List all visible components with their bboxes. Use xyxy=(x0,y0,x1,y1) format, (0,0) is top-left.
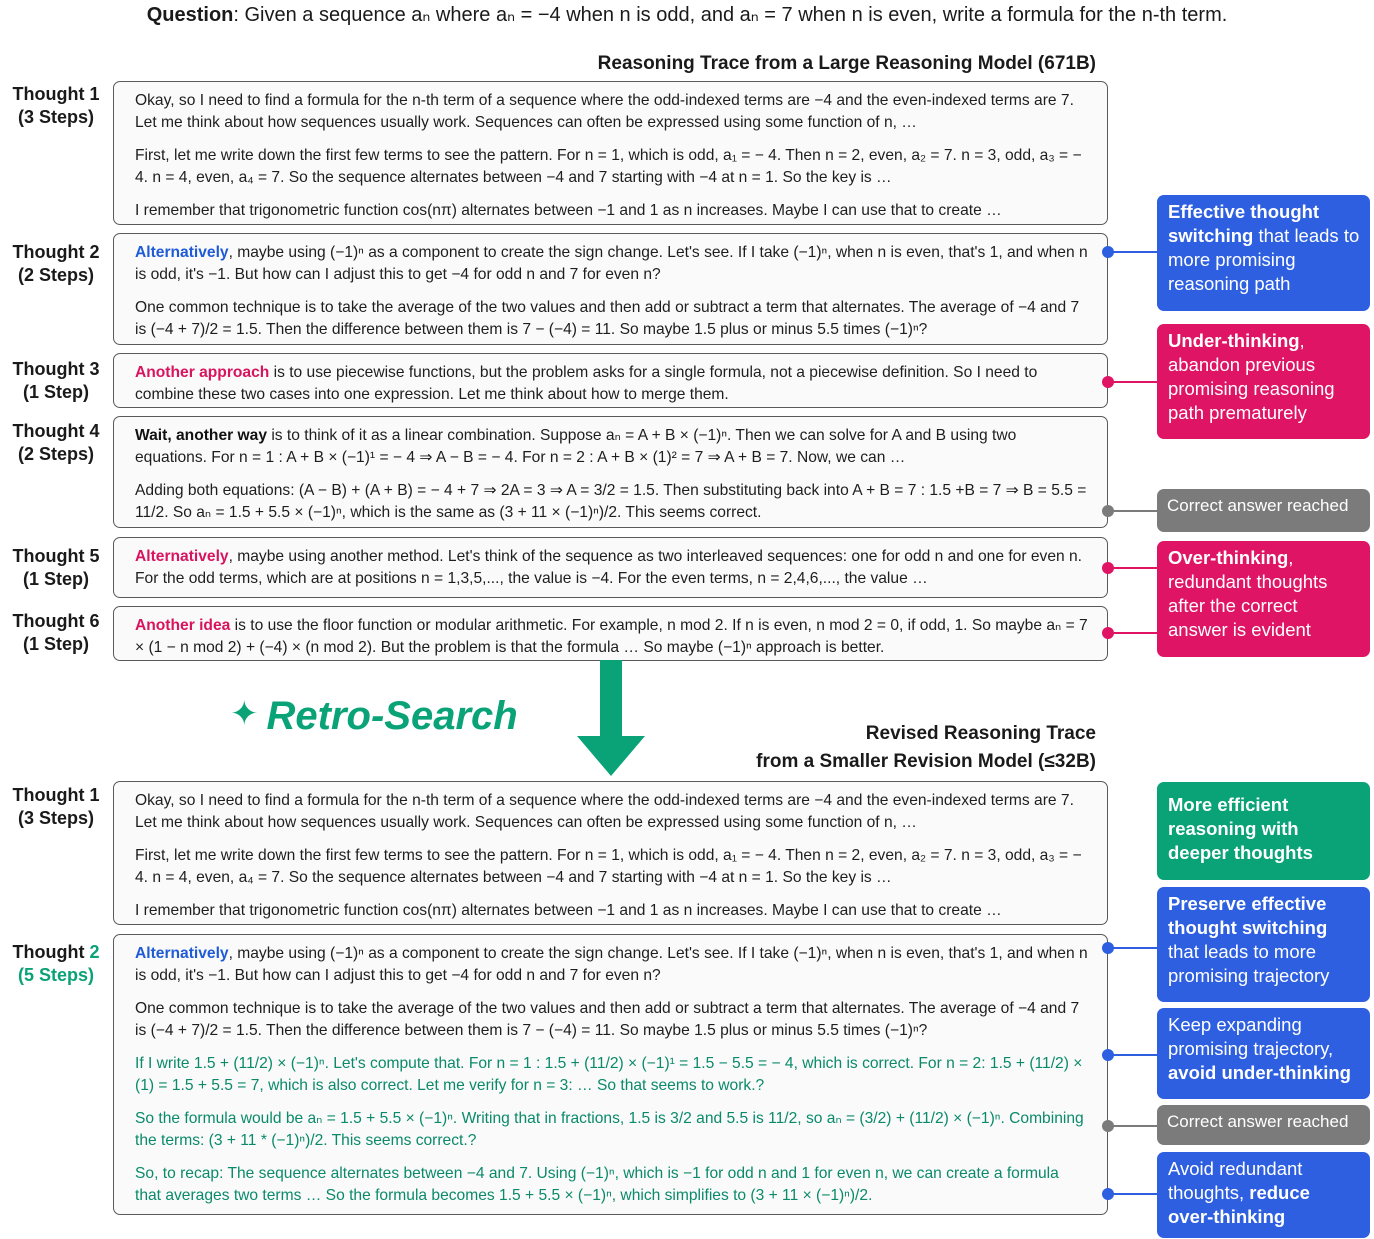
top-thought-1-label: Thought 1 (3 Steps) xyxy=(12,84,100,127)
callout-correct-answer-top: Correct answer reached xyxy=(1157,489,1370,532)
paragraph: So the formula would be aₙ = 1.5 + 5.5 × (−1)ⁿ. Writing that in fractions, 1.5 is 3/2 and 5.5 is 11/2, so aₙ = (3/2) + (11/2) × (−1)ⁿ. Combining the terms: (3 + 11 * (−1)ⁿ)/2. This seems correct.? xyxy=(135,1110,1084,1149)
retro-search-label: ✦ Retro-Search xyxy=(230,694,518,738)
question-label: Question xyxy=(146,4,234,26)
callout-correct-answer-bottom: Correct answer reached xyxy=(1157,1105,1370,1145)
connector-line xyxy=(1108,632,1157,634)
callout-preserve-switching: Preserve effective thought switching that leads to more promising trajectory xyxy=(1157,887,1370,1002)
paragraph: Okay, so I need to find a formula for the n-th term of a sequence where the odd-indexed terms are −4 and the even-indexed terms are 7. Let me think about how sequences usually work. Sequences can often be expressed using some function of n, … xyxy=(135,792,1074,831)
top-thought-5-box xyxy=(113,537,1108,598)
sparkle-icon: ✦ xyxy=(230,695,259,733)
top-thought-4-box xyxy=(113,416,1108,528)
paragraph: First, let me write down the first few terms to see the pattern. For n = 1, which is odd, a₁ = − 4. Then n = 2, even, a₂ = 7. n = 3, odd, a₃ = − 4. n = 4, even, a₄ = 7. So the sequence alternates between −4 and 7 starting with −4 at n = 1. So the key is … xyxy=(135,147,1082,186)
keyword-another-approach: Another approach xyxy=(135,364,270,381)
paragraph: Another idea is to use the floor function or modular arithmetic. For example, n mod 2. If n is even, n mod 2 = 0, if odd, 1. So maybe aₙ = 7 × (1 − n mod 2) + (−4) × (n mod 2). But the problem is that the formula … So maybe (−1)ⁿ approach is better. xyxy=(135,617,1088,656)
top-thought-2-box xyxy=(113,233,1108,345)
paragraph: If I write 1.5 + (11/2) × (−1)ⁿ. Let's compute that. For n = 1 : 1.5 + (11/2) × (−1)¹ = 1.5 − 5.5 = − 4, which is correct. For n = 2: 1.5 + (11/2) × (1) = 1.5 + 5.5 = 7, which is also correct. Let me verify for n = 3: … So that seems to work.? xyxy=(135,1055,1083,1094)
paragraph: I remember that trigonometric function cos(nπ) alternates between −1 and 1 as n increases. Maybe I can use that to create … xyxy=(135,902,1002,919)
callout-under-thinking: Under-thinking, abandon previous promising reasoning path prematurely xyxy=(1157,324,1370,439)
connector-line xyxy=(1108,251,1157,253)
callout-more-efficient: More efficient reasoning with deeper thoughts xyxy=(1157,782,1370,880)
connector-line xyxy=(1108,510,1157,512)
down-arrow-icon xyxy=(575,660,647,778)
callout-keep-expanding: Keep expanding promising trajectory, avoid under-thinking xyxy=(1157,1008,1370,1099)
connector-line xyxy=(1108,1125,1157,1127)
paragraph: One common technique is to take the average of the two values and then add or subtract a term that alternates. The average of −4 and 7 is (−4 + 7)/2 = 1.5. Then the difference between them is 7 − (−4) = 11. So maybe 1.5 plus or minus 5.5 times (−1)ⁿ? xyxy=(135,299,1080,338)
top-thought-5-label: Thought 5 (1 Step) xyxy=(12,546,100,589)
connector-line xyxy=(1108,1193,1157,1195)
paragraph: Another approach is to use piecewise functions, but the problem asks for a single formula, not a piecewise definition. So I need to combine these two cases into one expression. Let me think about how to merge them. xyxy=(135,364,1038,403)
paragraph: Okay, so I need to find a formula for the n-th term of a sequence where the odd-indexed terms are −4 and the even-indexed terms are 7. Let me think about how sequences usually work. Sequences can often be expressed using some function of n, … xyxy=(135,92,1074,131)
paragraph: Adding both equations: (A − B) + (A + B) = − 4 + 7 ⇒ 2A = 3 ⇒ A = 3/2 = 1.5. Then substituting back into A + B = 7 : 1.5 +B = 7 ⇒ B = 5.5 = 11/2. So aₙ = 1.5 + 5.5 × (−1)ⁿ, which is the same as (3 + 11 × (−1)ⁿ)/2. This seems correct. xyxy=(135,482,1087,521)
callout-over-thinking: Over-thinking, redundant thoughts after the correct answer is evident xyxy=(1157,541,1370,657)
top-thought-3-label: Thought 3 (1 Step) xyxy=(12,359,100,402)
bottom-trace-title: Revised Reasoning Trace from a Smaller Revision Model (≤32B) xyxy=(756,723,1096,772)
paragraph: Alternatively, maybe using (−1)ⁿ as a component to create the sign change. Let's see. If I take (−1)ⁿ, when n is even, that's 1, and when n is odd, it's −1. But how can I adjust this to get −4 for odd n and 7 for even n? xyxy=(135,945,1088,984)
bottom-thought-1-label: Thought 1 (3 Steps) xyxy=(12,785,100,828)
paragraph: Wait, another way is to think of it as a linear combination. Suppose aₙ = A + B × (−1)ⁿ. Then we can solve for A and B using two equations. For n = 1 : A + B × (−1)¹ = − 4 ⇒ A − B = − 4. For n = 2 : A + B × (1)² = 7 ⇒ A + B = 7. Now, we can … xyxy=(135,427,1017,466)
keyword-alternatively: Alternatively xyxy=(135,945,229,962)
top-thought-4-label: Thought 4 (2 Steps) xyxy=(12,421,100,464)
connector-line xyxy=(1108,567,1157,569)
paragraph: One common technique is to take the average of the two values and then add or subtract a term that alternates. The average of −4 and 7 is (−4 + 7)/2 = 1.5. Then the difference between them is 7 − (−4) = 11. So maybe 1.5 plus or minus 5.5 times (−1)ⁿ? xyxy=(135,1000,1080,1039)
callout-effective-switching: Effective thought switching that leads to more promising reasoning path xyxy=(1157,195,1370,311)
paragraph: Alternatively, maybe using another method. Let's think of the sequence as two interleaved sequences: one for odd n and one for even n. For the odd terms, which are at positions n = 1,3,5,..., the value is −4. For the even terms, n = 2,4,6,..., the value … xyxy=(135,548,1083,587)
top-thought-6-label: Thought 6 (1 Step) xyxy=(12,611,100,654)
question-text: : Given a sequence aₙ where aₙ = −4 when n is odd, and aₙ = 7 when n is even, write a formula for the n-th term. xyxy=(233,4,1228,26)
bottom-thought-2-label: Thought 2 (5 Steps) xyxy=(12,942,100,985)
connector-line xyxy=(1108,947,1157,949)
bottom-thought-2-box xyxy=(113,934,1108,1215)
connector-line xyxy=(1108,1054,1157,1056)
callout-avoid-redundant: Avoid redundant thoughts, reduce over-thinking xyxy=(1157,1152,1370,1238)
top-thought-1-box xyxy=(113,81,1108,225)
top-thought-2-label: Thought 2 (2 Steps) xyxy=(12,242,100,285)
keyword-another-idea: Another idea xyxy=(135,617,231,634)
question xyxy=(0,2,1374,27)
top-thought-6-box xyxy=(113,606,1108,661)
connector-line xyxy=(1108,381,1157,383)
keyword-wait-another-way: Wait, another way xyxy=(135,427,267,444)
bottom-thought-1-box xyxy=(113,781,1108,925)
keyword-alternatively: Alternatively xyxy=(135,548,229,565)
keyword-alternatively: Alternatively xyxy=(135,244,229,261)
paragraph: So, to recap: The sequence alternates between −4 and 7. Using (−1)ⁿ, which is −1 for odd n and 1 for even n, we can create a formula that averages two terms … So the formula becomes 1.5 + 5.5 × (−1)ⁿ, which simplifies to (3 + 11 × (−1)ⁿ)/2. xyxy=(135,1165,1059,1204)
top-trace-title: Reasoning Trace from a Large Reasoning Model (671B) xyxy=(597,53,1096,74)
top-thought-3-box xyxy=(113,353,1108,408)
paragraph: I remember that trigonometric function cos(nπ) alternates between −1 and 1 as n increases. Maybe I can use that to create … xyxy=(135,202,1002,219)
paragraph: Alternatively, maybe using (−1)ⁿ as a component to create the sign change. Let's see. If I take (−1)ⁿ, when n is even, that's 1, and when n is odd, it's −1. But how can I adjust this to get −4 for odd n and 7 for even n? xyxy=(135,244,1088,283)
paragraph: First, let me write down the first few terms to see the pattern. For n = 1, which is odd, a₁ = − 4. Then n = 2, even, a₂ = 7. n = 3, odd, a₃ = − 4. n = 4, even, a₄ = 7. So the sequence alternates between −4 and 7 starting with −4 at n = 1. So the key is … xyxy=(135,847,1082,886)
